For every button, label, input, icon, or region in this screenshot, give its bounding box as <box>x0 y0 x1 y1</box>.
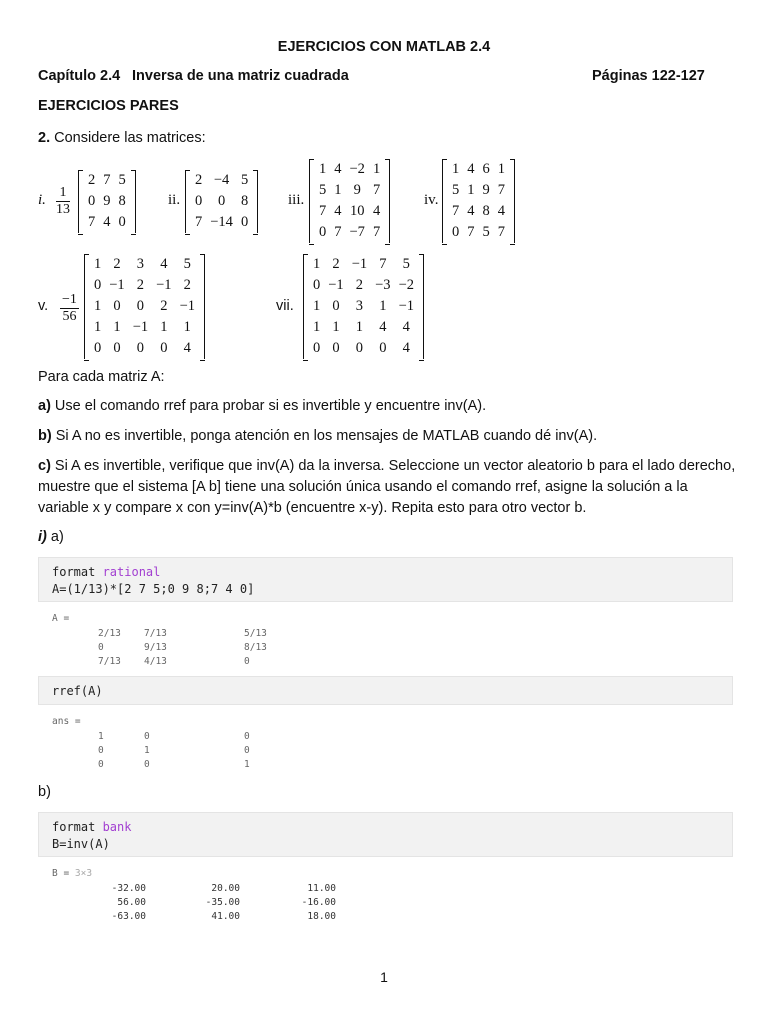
fraction-numerator: −1 <box>62 292 77 307</box>
matrix-cell: 1 <box>94 256 102 272</box>
matrix-cell: 5 <box>402 256 410 272</box>
matrix-cell: 0 <box>88 193 96 209</box>
matrix-cell: 1 <box>332 319 340 335</box>
matrix-cell: 9 <box>103 193 111 209</box>
matrix-cell: 0 <box>113 298 121 314</box>
part-i-sub: a) <box>46 529 64 545</box>
matrix-cell: 1 <box>467 182 475 198</box>
matrix-cell: 7 <box>497 224 505 240</box>
matrix-vii-label: vii. <box>276 298 294 314</box>
output-cell: 0 <box>98 759 104 770</box>
matrix-cell: 4 <box>497 203 505 219</box>
matrix-cell: 1 <box>372 161 381 177</box>
matrix-row <box>90 296 199 317</box>
matrix-i-fraction <box>56 185 70 218</box>
matrix-cell: 0 <box>240 214 249 230</box>
output-cell: -63.00 <box>111 911 146 922</box>
matrix-cell: 0 <box>313 277 321 293</box>
matrix-cell: 1 <box>379 298 387 314</box>
chapter-header <box>38 68 349 84</box>
matrix-v-fraction <box>60 292 79 325</box>
matrix-row <box>309 317 418 338</box>
output-row <box>98 758 344 772</box>
matrix-i <box>78 170 136 233</box>
matrix-cell: 0 <box>313 340 321 356</box>
output-cell: 8/13 <box>244 642 267 653</box>
chapter-title: Inversa de una matriz cuadrada <box>132 68 349 84</box>
output-cell: -16.00 <box>301 897 336 908</box>
matrix-cell: 3 <box>136 256 145 272</box>
matrix-cell: 0 <box>195 193 203 209</box>
matrix-cell: 8 <box>118 193 126 209</box>
matrix-cell: 2 <box>332 256 340 272</box>
matrix-ii-label: ii. <box>168 192 181 208</box>
matrix-cell: 0 <box>113 340 121 356</box>
output-var: ans = <box>52 716 81 727</box>
matrix-row <box>191 191 252 212</box>
output-row <box>98 627 344 641</box>
fraction-denominator: 13 <box>56 202 70 217</box>
matrix-cell: 7 <box>452 203 460 219</box>
matrix-row <box>309 338 418 359</box>
matrix-cell: 7 <box>103 172 111 188</box>
problem-text: Considere las matrices: <box>54 130 206 146</box>
matrix-cell: 0 <box>379 340 387 356</box>
matrix-cell: 4 <box>467 161 475 177</box>
output-cell: 7/13 <box>144 628 167 639</box>
matrix-row <box>448 180 509 201</box>
matrix-cell: 2 <box>160 298 168 314</box>
section-heading: EJERCICIOS PARES <box>38 98 179 114</box>
matrix-cell: 4 <box>183 340 191 356</box>
code-block-format-rational[interactable] <box>38 557 733 602</box>
output-cell: 0 <box>98 745 104 756</box>
matrix-cell: 1 <box>334 182 342 198</box>
matrix-iii-label: iii. <box>288 192 305 208</box>
matrix-cell: 0 <box>94 340 102 356</box>
output-cell: 0 <box>144 759 150 770</box>
matrix-cell: −1 <box>328 277 344 293</box>
instruction-b <box>38 426 738 447</box>
code-block-format-bank[interactable] <box>38 812 733 857</box>
part-b-heading: b) <box>38 784 51 800</box>
matrix-cell: 1 <box>113 319 121 335</box>
matrix-cell: 1 <box>160 319 168 335</box>
output-ans <box>52 716 344 772</box>
output-cell: 0 <box>244 731 250 742</box>
matrix-row <box>90 338 199 359</box>
matrix-iv <box>442 159 515 243</box>
output-cell: -35.00 <box>205 897 240 908</box>
code-command: format <box>52 565 103 579</box>
output-cell: 0 <box>244 656 250 667</box>
output-row <box>52 896 336 910</box>
instructions-intro: Para cada matriz A: <box>38 369 165 385</box>
instruction-c <box>38 456 738 519</box>
page-number: 1 <box>380 969 388 985</box>
matrix-cell: −1 <box>179 298 195 314</box>
output-dims: 3×3 <box>74 868 93 879</box>
instruction-c-text: Si A es invertible, verifique que inv(A) da la inversa. Seleccione un vector aleatorio b para el lado derecho, muestre que el sistema [A b] tiene una solución única usando el comando rref, asigne la solución a la variable x y compare x con y=inv(A)*b (encuentre x-y). Repita esto para otro vector b. <box>38 458 736 516</box>
code-block-rref[interactable] <box>38 676 733 705</box>
matrix-cell: 1 <box>319 161 327 177</box>
matrix-ii <box>185 170 258 233</box>
code-keyword: bank <box>102 820 132 834</box>
matrix-cell: 1 <box>313 298 321 314</box>
matrix-cell: −3 <box>375 277 391 293</box>
output-cell: 11.00 <box>307 883 336 894</box>
output-cell: 0 <box>244 745 250 756</box>
output-cell: 9/13 <box>144 642 167 653</box>
matrix-cell: 7 <box>334 224 342 240</box>
matrix-v-label: v. <box>38 298 49 314</box>
matrix-cell: 2 <box>355 277 364 293</box>
code-keyword: rational <box>102 565 161 579</box>
matrix-cell: −2 <box>398 277 414 293</box>
matrix-cell: 1 <box>183 319 191 335</box>
matrix-cell: 0 <box>332 298 340 314</box>
problem-number: 2. <box>38 130 51 146</box>
matrix-row <box>315 222 384 243</box>
instruction-b-label: b) <box>38 428 52 444</box>
matrix-cell: 2 <box>88 172 96 188</box>
matrix-cell: −1 <box>156 277 172 293</box>
matrix-cell: 3 <box>355 298 364 314</box>
matrix-cell: 0 <box>118 214 126 230</box>
output-cell: 7/13 <box>98 656 121 667</box>
instruction-a-text: Use el comando rref para probar si es invertible y encuentre inv(A). <box>50 398 487 414</box>
matrix-cell: 4 <box>372 203 381 219</box>
output-cell: 20.00 <box>211 883 240 894</box>
matrix-row <box>191 212 252 233</box>
matrix-cell: 0 <box>94 277 102 293</box>
instruction-b-text: Si A no es invertible, ponga atención en los mensajes de MATLAB cuando dé inv(A). <box>51 428 598 444</box>
matrix-cell: 7 <box>372 182 381 198</box>
output-row <box>98 730 344 744</box>
document-title: EJERCICIOS CON MATLAB 2.4 <box>277 39 491 55</box>
matrix-cell: 4 <box>379 319 387 335</box>
matrix-cell: 1 <box>94 298 102 314</box>
matrix-cell: 7 <box>379 256 387 272</box>
output-row <box>52 910 336 924</box>
matrix-cell: 1 <box>94 319 102 335</box>
matrix-cell: 5 <box>482 224 490 240</box>
matrix-cell: 1 <box>497 161 505 177</box>
matrix-row <box>90 254 199 275</box>
code-line: B=inv(A) <box>52 837 110 851</box>
matrix-cell: 4 <box>334 161 342 177</box>
page-range: Páginas 122-127 <box>592 68 705 84</box>
output-cell: 4/13 <box>144 656 167 667</box>
output-cell: -32.00 <box>111 883 146 894</box>
matrix-row <box>309 296 418 317</box>
output-var: A = <box>52 613 70 624</box>
matrix-cell: 4 <box>103 214 111 230</box>
matrix-cell: 2 <box>183 277 191 293</box>
output-cell: 1 <box>144 745 150 756</box>
matrix-cell: 4 <box>402 319 410 335</box>
part-i-heading <box>38 527 738 548</box>
output-cell: 56.00 <box>117 897 146 908</box>
matrix-i-label: i. <box>38 192 46 208</box>
matrix-cell: 6 <box>482 161 490 177</box>
code-command: format <box>52 820 103 834</box>
instruction-a <box>38 396 738 417</box>
matrix-cell: −1 <box>398 298 414 314</box>
matrix-cell: 1 <box>313 256 321 272</box>
matrix-row <box>90 275 199 296</box>
matrix-cell: 4 <box>467 203 475 219</box>
matrix-cell: 1 <box>313 319 321 335</box>
output-row <box>98 655 344 669</box>
output-cell: 2/13 <box>98 628 121 639</box>
matrix-cell: −1 <box>132 319 149 335</box>
output-cell: 0 <box>98 642 104 653</box>
matrix-cell: −7 <box>349 224 365 240</box>
output-cell: 0 <box>144 731 150 742</box>
matrix-cell: 10 <box>349 203 365 219</box>
matrix-cell: 4 <box>402 340 410 356</box>
matrix-cell: 2 <box>113 256 121 272</box>
matrix-cell: 4 <box>334 203 342 219</box>
matrix-cell: 7 <box>467 224 475 240</box>
part-i-label: i) <box>38 529 47 545</box>
matrix-cell: 5 <box>319 182 327 198</box>
fraction-denominator: 56 <box>62 309 77 324</box>
matrix-row <box>84 212 130 233</box>
instruction-c-label: c) <box>38 458 51 474</box>
output-row <box>52 882 336 896</box>
output-cell: 1 <box>98 731 104 742</box>
matrix-vii <box>303 254 424 359</box>
matrix-cell: −14 <box>210 214 233 230</box>
matrix-cell: 4 <box>160 256 168 272</box>
matrix-v <box>84 254 205 359</box>
matrix-cell: 5 <box>118 172 126 188</box>
matrix-row <box>315 201 384 222</box>
output-row <box>98 744 344 758</box>
matrix-cell: 8 <box>240 193 249 209</box>
output-row <box>98 641 344 655</box>
matrix-cell: 0 <box>332 340 340 356</box>
matrix-row <box>90 317 199 338</box>
matrix-row <box>448 201 509 222</box>
matrix-cell: 7 <box>319 203 327 219</box>
fraction-numerator: 1 <box>56 185 70 202</box>
output-A <box>52 613 344 669</box>
matrix-cell: 7 <box>497 182 505 198</box>
matrix-cell: 7 <box>88 214 96 230</box>
code-line: rref(A) <box>52 684 103 698</box>
matrix-cell: −2 <box>349 161 365 177</box>
matrix-row <box>309 254 418 275</box>
matrix-cell: 0 <box>217 193 226 209</box>
matrix-cell: −1 <box>109 277 125 293</box>
output-B <box>52 868 336 924</box>
matrix-cell: 1 <box>452 161 460 177</box>
matrix-cell: 5 <box>452 182 460 198</box>
matrix-cell: 0 <box>319 224 327 240</box>
problem-statement <box>38 128 738 149</box>
matrix-row <box>448 159 509 180</box>
matrix-cell: 0 <box>355 340 364 356</box>
matrix-cell: 1 <box>355 319 364 335</box>
matrix-cell: 2 <box>136 277 145 293</box>
matrix-row <box>448 222 509 243</box>
output-var: B = <box>52 868 75 879</box>
matrix-cell: 0 <box>452 224 460 240</box>
matrix-cell: 5 <box>183 256 191 272</box>
matrix-cell: 7 <box>372 224 381 240</box>
matrix-row <box>315 159 384 180</box>
matrix-cell: 7 <box>195 214 203 230</box>
matrix-row <box>191 170 252 191</box>
code-line: A=(1/13)*[2 7 5;0 9 8;7 4 0] <box>52 582 255 596</box>
matrix-cell: −4 <box>213 172 230 188</box>
matrix-cell: −1 <box>351 256 368 272</box>
instruction-a-label: a) <box>38 398 51 414</box>
matrix-cell: 5 <box>240 172 249 188</box>
matrix-cell: 9 <box>353 182 361 198</box>
matrix-cell: 8 <box>482 203 490 219</box>
matrix-cell: 0 <box>136 298 145 314</box>
matrix-row <box>309 275 418 296</box>
output-cell: 41.00 <box>211 911 240 922</box>
matrix-iv-label: iv. <box>424 192 439 208</box>
matrix-row <box>315 180 384 201</box>
matrix-cell: 9 <box>482 182 490 198</box>
chapter-number: Capítulo 2.4 <box>38 68 121 84</box>
matrix-row <box>84 191 130 212</box>
matrix-iii <box>309 159 390 243</box>
output-cell: 18.00 <box>307 911 336 922</box>
matrix-cell: 0 <box>136 340 145 356</box>
output-cell: 1 <box>244 759 250 770</box>
matrix-cell: 0 <box>160 340 168 356</box>
matrix-row <box>84 170 130 191</box>
matrix-cell: 2 <box>195 172 203 188</box>
output-cell: 5/13 <box>244 628 267 639</box>
